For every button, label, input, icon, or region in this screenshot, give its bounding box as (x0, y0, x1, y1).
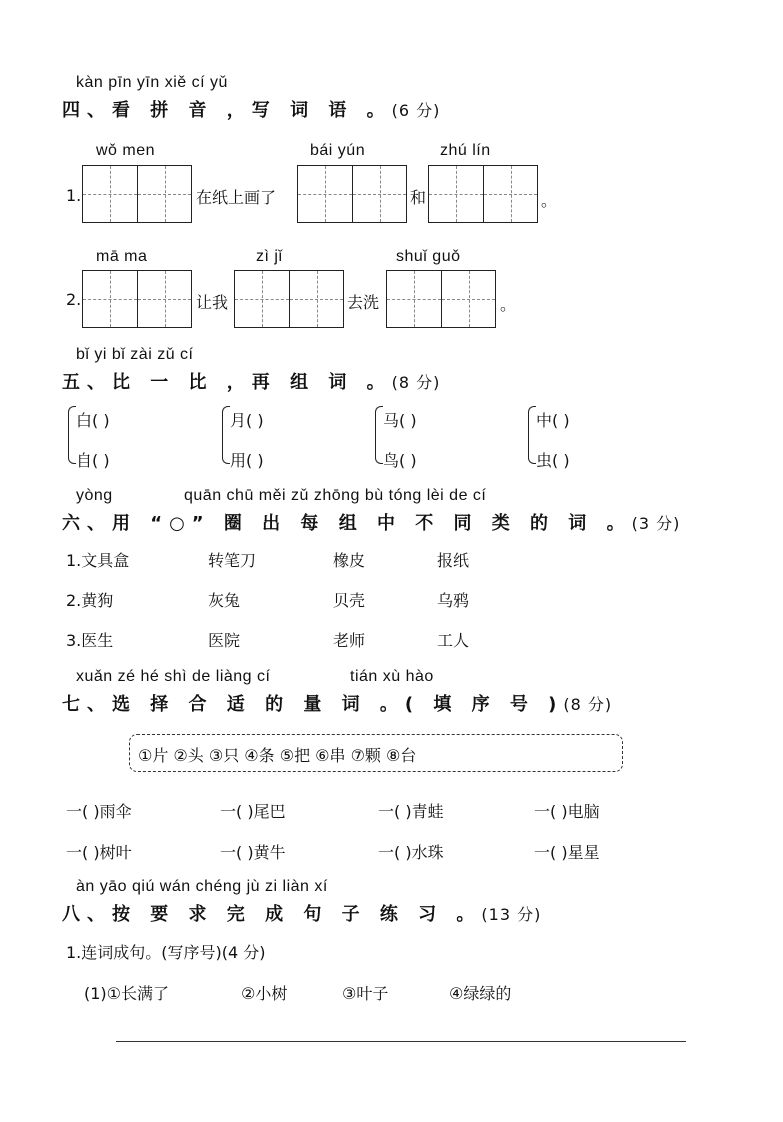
answer-line[interactable] (116, 1041, 686, 1042)
s6-row-1-word-1[interactable]: 1.文具盒 (66, 551, 130, 570)
s7-pinyin-a: xuǎn zé hé shì de liàng cí (76, 668, 271, 685)
s8-item-1: (1)①长满了 (84, 984, 170, 1003)
s7-row-2-item-1[interactable]: 一( )树叶 (66, 843, 132, 862)
s8-heading (62, 900, 541, 926)
s7-title: 七、选 择 合 适 的 量 词 。( 填 序 号 ) (62, 694, 564, 715)
s6-points: (3 分) (631, 514, 681, 533)
s4-q1-number: 1. (66, 186, 82, 205)
s4-q2-period: 。 (500, 295, 517, 314)
s7-heading (62, 690, 612, 716)
s7-row-2-item-3[interactable]: 一( )水珠 (378, 843, 444, 862)
s4-q1-writing-grid-b[interactable] (297, 165, 407, 223)
s4-q2-pinyin-c: shuǐ guǒ (396, 248, 461, 265)
s4-points: (6 分) (391, 101, 441, 120)
s6-row-2-word-1[interactable]: 2.黄狗 (66, 591, 114, 610)
s7-row-1-item-1[interactable]: 一( )雨伞 (66, 802, 132, 821)
measure-word-options: ①片 ②头 ③只 ④条 ⑤把 ⑥串 ⑦颗 ⑧台 (138, 746, 417, 765)
s4-q2-text-1: 让我 (196, 293, 229, 312)
s5-pair-4-a[interactable]: 中( ) (536, 411, 570, 430)
s6-heading (62, 509, 680, 535)
s7-row-1-item-2[interactable]: 一( )尾巴 (220, 802, 286, 821)
s4-q1-writing-grid-a[interactable] (82, 165, 192, 223)
s6-pinyin-b: quān chū měi zǔ zhōng bù tóng lèi de cí (184, 487, 487, 504)
s8-item-3: ③叶子 (342, 984, 389, 1003)
s5-pair-1-a[interactable]: 白( ) (76, 411, 110, 430)
s5-pair-3-b[interactable]: 鸟( ) (383, 451, 417, 470)
s4-title: 四、看 拼 音 ，写 词 语 。 (62, 100, 392, 121)
s7-row-1-item-4[interactable]: 一( )电脑 (534, 802, 600, 821)
s5-pair-4-b[interactable]: 虫( ) (536, 451, 570, 470)
s4-q2-writing-grid-b[interactable] (234, 270, 344, 328)
s5-heading (62, 368, 440, 394)
s4-q2-pinyin-a: mā ma (96, 248, 148, 265)
s7-row-2-item-4[interactable]: 一( )星星 (534, 843, 600, 862)
s5-pinyin: bǐ yi bǐ zài zǔ cí (76, 346, 194, 363)
s7-row-2-item-2[interactable]: 一( )黄牛 (220, 843, 286, 862)
s8-item-2: ②小树 (241, 984, 288, 1003)
s6-row-2-word-3[interactable]: 贝壳 (333, 591, 366, 610)
s6-row-3-word-4[interactable]: 工人 (437, 631, 470, 650)
s6-row-1-word-2[interactable]: 转笔刀 (208, 551, 257, 570)
s4-q1-text-2: 和 (410, 188, 427, 207)
s4-q2-writing-grid-c[interactable] (386, 270, 496, 328)
s6-row-3-word-1[interactable]: 3.医生 (66, 631, 114, 650)
s4-q1-writing-grid-c[interactable] (428, 165, 538, 223)
s4-pinyin: kàn pīn yīn xiě cí yǔ (76, 74, 228, 91)
s4-q2-text-2: 去洗 (347, 293, 380, 312)
brace-4 (528, 406, 536, 464)
s5-title: 五、比 一 比 ，再 组 词 。 (62, 372, 392, 393)
s6-row-2-word-4[interactable]: 乌鸦 (437, 591, 470, 610)
s6-row-1-word-4[interactable]: 报纸 (437, 551, 470, 570)
s8-points: (13 分) (481, 905, 542, 924)
s4-q1-pinyin-c: zhú lín (440, 142, 491, 159)
s6-row-3-word-2[interactable]: 医院 (208, 631, 241, 650)
brace-3 (375, 406, 383, 464)
s6-row-2-word-2[interactable]: 灰兔 (208, 591, 241, 610)
s8-subquestion: 1.连词成句。(写序号)(4 分) (66, 943, 266, 962)
s4-q1-pinyin-a: wǒ men (96, 142, 156, 159)
s5-points: (8 分) (391, 373, 441, 392)
s6-pinyin-a: yòng (76, 487, 113, 504)
s4-q1-pinyin-b: bái yún (310, 142, 366, 159)
s4-heading (62, 96, 440, 122)
brace-1 (68, 406, 76, 464)
s4-q2-pinyin-b: zì jǐ (256, 248, 283, 265)
s5-pair-1-b[interactable]: 自( ) (76, 451, 110, 470)
s6-title: 六、用 “○” 圈 出 每 组 中 不 同 类 的 词 。 (62, 513, 632, 534)
s4-q1-period: 。 (541, 191, 558, 210)
s4-q2-writing-grid-a[interactable] (82, 270, 192, 328)
s6-row-1-word-3[interactable]: 橡皮 (333, 551, 366, 570)
s6-row-3-word-3[interactable]: 老师 (333, 631, 366, 650)
s4-q2-number: 2. (66, 290, 82, 309)
s5-pair-2-b[interactable]: 用( ) (230, 451, 264, 470)
s7-pinyin-b: tián xù hào (350, 668, 434, 685)
s8-item-4: ④绿绿的 (449, 984, 512, 1003)
s4-q1-text-1: 在纸上画了 (196, 188, 277, 207)
s5-pair-3-a[interactable]: 马( ) (383, 411, 417, 430)
s7-row-1-item-3[interactable]: 一( )青蛙 (378, 802, 444, 821)
s7-points: (8 分) (563, 695, 613, 714)
brace-2 (222, 406, 230, 464)
s8-title: 八、按 要 求 完 成 句 子 练 习 。 (62, 904, 482, 925)
s5-pair-2-a[interactable]: 月( ) (230, 411, 264, 430)
s8-pinyin: àn yāo qiú wán chéng jù zi liàn xí (76, 878, 328, 895)
